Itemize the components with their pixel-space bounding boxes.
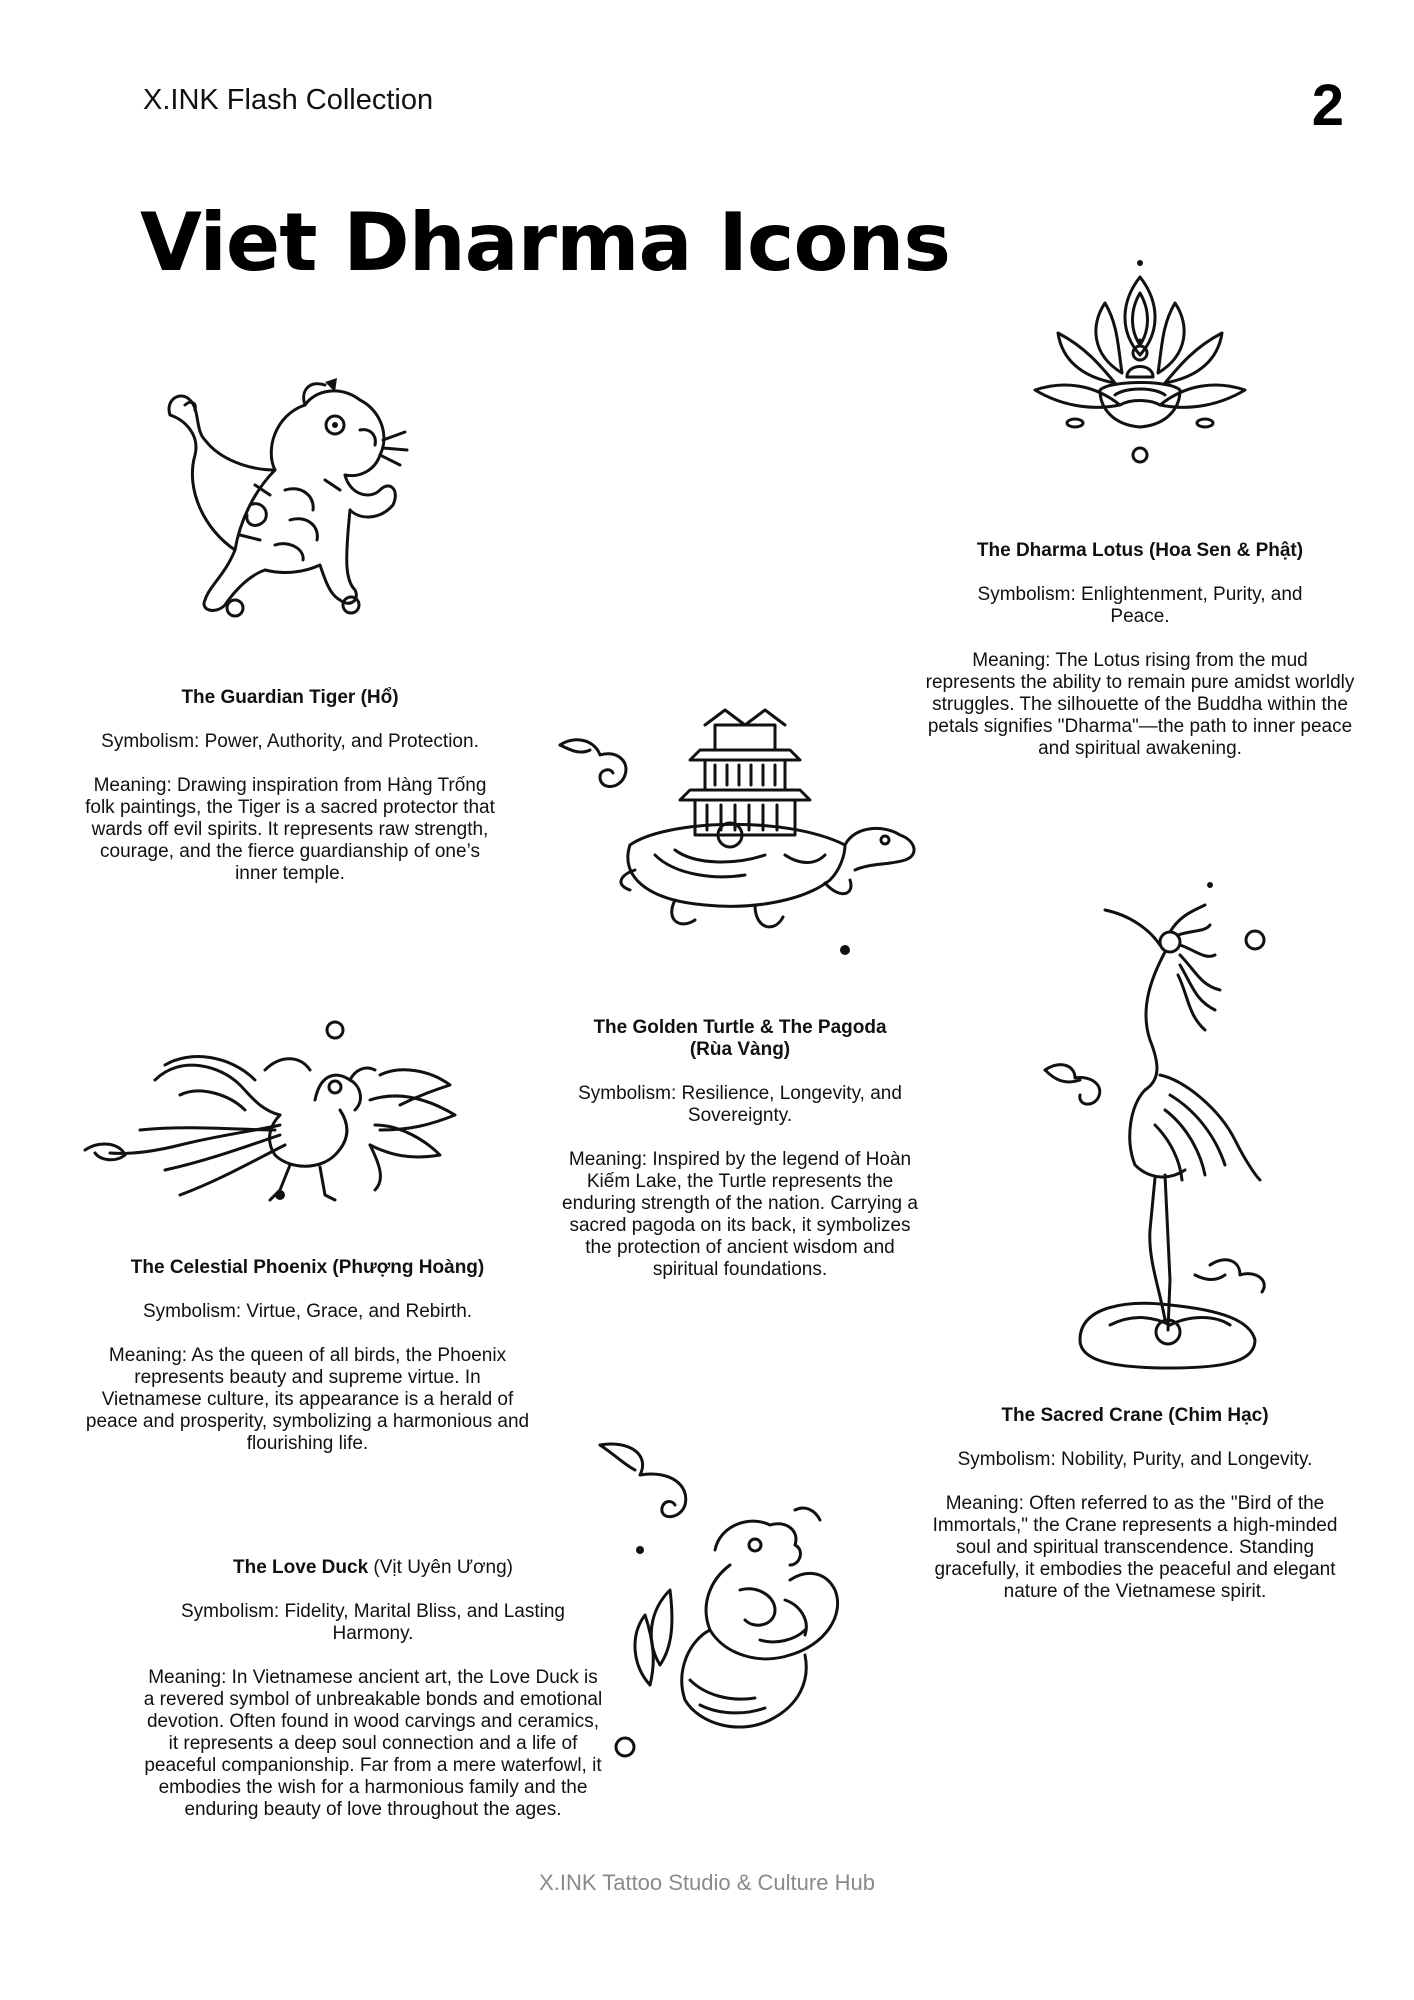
- turtle-name: The Golden Turtle & The Pagoda (Rùa Vàng): [593, 1017, 887, 1060]
- page-title: Viet Dharma Icons: [140, 196, 950, 289]
- tiger-illustration: [165, 360, 425, 625]
- lotus-illustration: [1030, 255, 1250, 475]
- lotus-symbolism: Symbolism: Enlightenment, Purity, and Peace.: [977, 584, 1303, 627]
- lotus-name: The Dharma Lotus (Hoa Sen & Phật): [976, 540, 1304, 561]
- page-number: 2: [1311, 73, 1344, 138]
- crane-name: The Sacred Crane (Chim Hạc): [1001, 1405, 1269, 1426]
- crane-description: [915, 1405, 1355, 1603]
- duck-name: The Love Duck: [233, 1557, 369, 1578]
- turtle-description: [560, 1017, 920, 1281]
- turtle-pagoda-illustration: [555, 705, 935, 955]
- lotus-meaning: Meaning: The Lotus rising from the mud represents the ability to remain pure amidst worldly struggles. The silhouette of the Buddha within the petals signifies "Dharma"—the path to inner peace and spiritual awakening.: [925, 650, 1355, 759]
- crane-symbolism: Symbolism: Nobility, Purity, and Longevity.: [957, 1449, 1313, 1470]
- phoenix-name: The Celestial Phoenix (Phượng Hoàng): [130, 1257, 485, 1278]
- crane-meaning: Meaning: Often referred to as the "Bird of the Immortals," the Crane represents a high-minded soul and spiritual transcendence. Standing gracefully, it embodies the peaceful and elegant nature of the Vietnamese spirit.: [932, 1493, 1338, 1602]
- duck-symbolism: Symbolism: Fidelity, Marital Bliss, and Lasting Harmony.: [181, 1601, 565, 1644]
- tiger-name: The Guardian Tiger (Hổ): [181, 687, 399, 708]
- duck-illustration: [590, 1440, 870, 1760]
- lotus-description: [905, 540, 1375, 760]
- duck-meaning: Meaning: In Vietnamese ancient art, the Love Duck is a revered symbol of unbreakable bonds and emotional devotion. Often found in wood carvings and ceramics, it represents a deep soul connection and a life of peaceful companionship. Far from a mere waterfowl, it embodies the wish for a harmonious family and the enduring beauty of love throughout the ages.: [143, 1667, 603, 1820]
- collection-title: X.INK Flash Collection: [143, 84, 434, 116]
- duck-title-line: [138, 1557, 608, 1579]
- turtle-meaning: Meaning: Inspired by the legend of Hoàn Kiếm Lake, the Turtle represents the enduring strength of the nation. Carrying a sacred pagoda on its back, it symbolizes the protection of ancient wisdom and spiritual foundations.: [562, 1149, 918, 1280]
- tiger-meaning: Meaning: Drawing inspiration from Hàng Trống folk paintings, the Tiger is a sacred protector that wards off evil spirits. It represents raw strength, courage, and the fierce guardianship of one’s inner temple.: [85, 775, 495, 884]
- phoenix-meaning: Meaning: As the queen of all birds, the Phoenix represents beauty and supreme virtue. In Vietnamese culture, its appearance is a herald of peace and prosperity, symbolizing a harmonious and flourishing life.: [85, 1345, 530, 1454]
- phoenix-illustration: [80, 1015, 480, 1215]
- phoenix-description: [85, 1257, 530, 1455]
- tiger-description: [80, 687, 500, 885]
- phoenix-symbolism: Symbolism: Virtue, Grace, and Rebirth.: [142, 1301, 473, 1322]
- footer: X.INK Tattoo Studio & Culture Hub: [539, 1870, 875, 1895]
- turtle-symbolism: Symbolism: Resilience, Longevity, and Sovereignty.: [578, 1083, 902, 1126]
- crane-illustration: [1020, 880, 1290, 1370]
- duck-name-native: (Vịt Uyên Ương): [368, 1557, 513, 1578]
- duck-description: [138, 1557, 608, 1821]
- tiger-symbolism: Symbolism: Power, Authority, and Protection.: [101, 731, 479, 752]
